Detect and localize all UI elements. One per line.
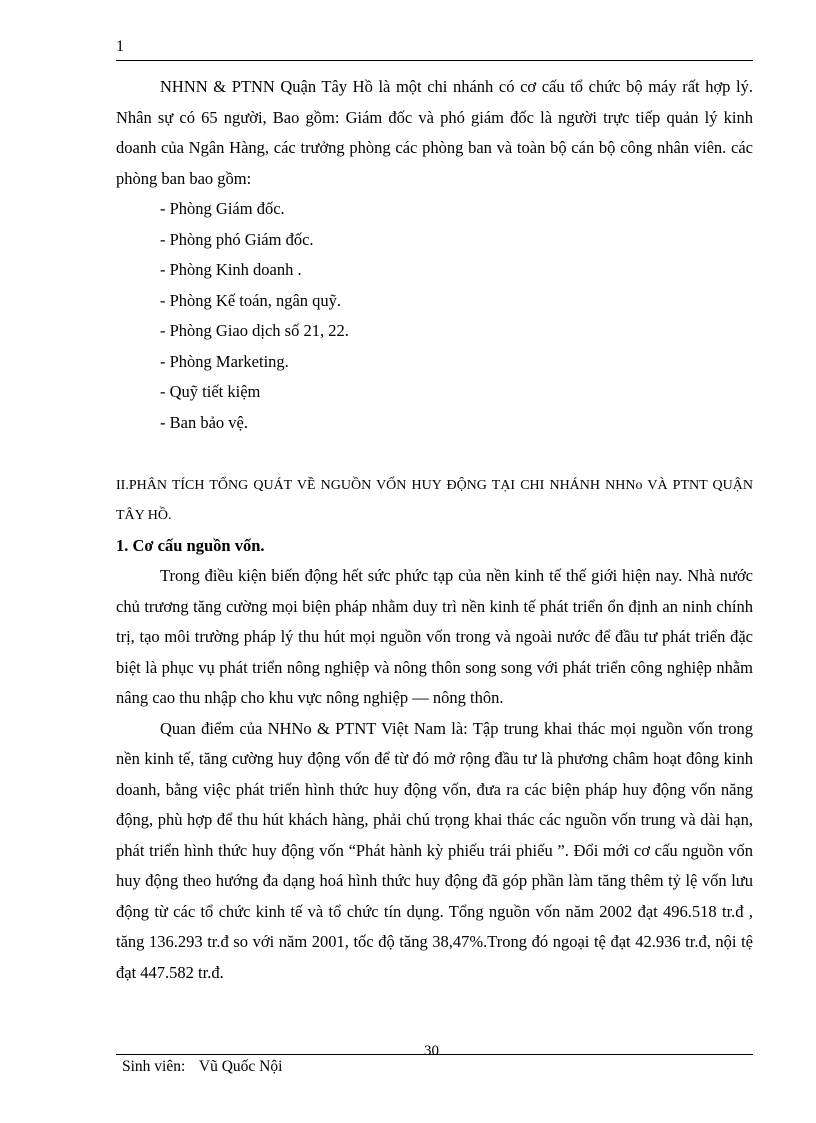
list-item: - Phòng Marketing. xyxy=(160,351,289,371)
subsection-heading: 1. Cơ cấu nguồn vốn. xyxy=(116,536,265,555)
paragraph-2: Quan điểm của NHNo & PTNT Việt Nam là: Tập trung khai thác mọi nguồn vốn trong nền kinh tế, tăng cường huy động vốn để từ đó mở rộng đầu tư là phương châm hoạt đông kinh doanh, bằng việc phát triển hình thức huy động vốn, đưa ra các biện pháp huy động vốn năng động, phù hợp để thu hút khách hàng, phải chú trọng khai thác các nguồn vốn trung và dài hạn, phát triển hình thức huy động vốn “Phát hành kỳ phiếu trái phiếu ”. Đổi mới cơ cấu nguồn vốn huy động theo hướng đa dạng hoá hình thức huy động đã góp phần làm tăng thêm tỷ lệ vốn lưu động từ các tổ chức kinh tế và tổ chức tín dụng. Tổng nguồn vốn năm 2002 đạt 496.518 tr.đ , tăng 136.293 tr.đ so với năm 2001, tốc độ tăng 38,47%.Trong đó ngoại tệ đạt 42.936 tr.đ, nội tệ đạt 447.582 tr.đ. xyxy=(116,718,753,982)
section-heading: II.PHÂN TÍCH TỔNG QUÁT VỀ NGUỒN VỐN HUY ĐỘNG TẠI CHI NHÁNH NHNo VÀ PTNT QUẬN TÂY HỒ. xyxy=(116,478,753,523)
intro-paragraph: NHNN & PTNN Quận Tây Hồ là một chi nhánh có cơ cấu tổ chức bộ máy rất hợp lý. Nhân sự có 65 người, Bao gồm: Giám đốc và phó giám đốc là người trực tiếp quản lý kinh doanh của Ngân Hàng, các trưởng phòng các phòng ban và toàn bộ cán bộ công nhân viên. các phòng ban bao gồm: xyxy=(116,77,753,188)
author-name: Vũ Quốc Nội xyxy=(198,1058,283,1075)
list-item: - Ban bảo vệ. xyxy=(160,412,248,432)
list-item: - Phòng phó Giám đốc. xyxy=(160,229,314,249)
list-item: - Phòng Giao dịch số 21, 22. xyxy=(160,321,349,340)
list-item: - Phòng Kế toán, ngân quỹ. xyxy=(160,290,342,310)
footer-page-number: 30 xyxy=(424,1043,439,1059)
list-item: - Quỹ tiết kiệm xyxy=(160,382,261,401)
author-label: Sinh viên: xyxy=(122,1058,186,1075)
document-body xyxy=(116,72,753,988)
footer-divider xyxy=(116,1054,753,1055)
list-item: - Phòng Kinh doanh . xyxy=(160,260,302,279)
header-divider xyxy=(116,60,753,61)
footer-author xyxy=(122,1058,282,1076)
list-item: - Phòng Giám đốc. xyxy=(160,199,285,218)
header-page-number: 1 xyxy=(116,38,124,55)
paragraph-1: Trong điều kiện biến động hết sức phức tạp của nền kinh tế thế giới hiện nay. Nhà nước chủ trương tăng cường mọi biện pháp nhằm duy trì nền kinh tế phát triển ổn định an ninh chính trị, tạo môi trường pháp lý thu hút mọi nguồn vốn trong và ngoài nước để đầu tư phát triển đặc biệt là phục vụ phát triển nông nghiệp và nông thôn song song với phát triển công nghiệp nhằm nâng cao thu nhập cho khu vực nông nghiệp — nông thôn. xyxy=(116,566,753,707)
department-list xyxy=(116,194,753,438)
